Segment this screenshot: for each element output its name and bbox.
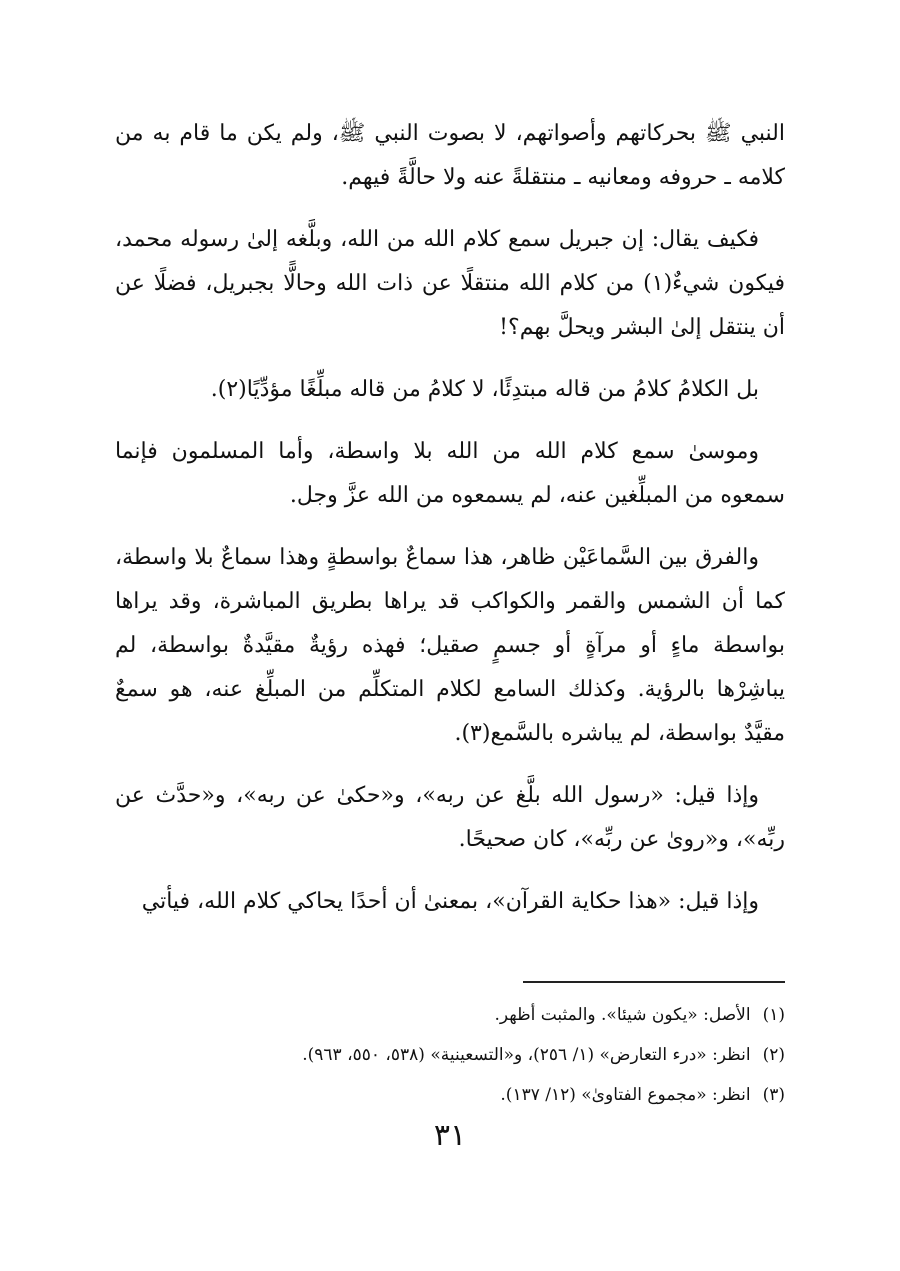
paragraph-4: وموسىٰ سمع كلام الله من الله بلا واسطة، وأما المسلمون فإنما سمعوه من المبلِّغين عنه، لم يسمعوه من الله عزَّ وجل. <box>115 439 785 508</box>
footnotes <box>115 995 785 1115</box>
paragraph-7: وإذا قيل: «هذا حكاية القرآن»، بمعنىٰ أن أحدًا يحاكي كلام الله، فيأتي <box>141 889 759 914</box>
page-number: ٣١ <box>433 1118 467 1153</box>
footnote-divider <box>523 981 785 983</box>
footnote-number: (٢) <box>762 1045 785 1065</box>
paragraph-3: بل الكلامُ كلامُ من قاله مبتدِئًا، لا كلامُ من قاله مبلِّغًا مؤدِّيًا(٢). <box>210 377 759 402</box>
footnote-1 <box>115 995 785 1035</box>
footnote-number: (١) <box>762 1005 785 1025</box>
paragraph-5: والفرق بين السَّماعَيْن ظاهر، هذا سماعٌ بواسطةٍ وهذا سماعٌ بلا واسطة، كما أن الشمس والقمر والكواكب قد يراها بطريق المباشرة، وقد يراها بواسطة ماءٍ أو مرآةٍ أو جسمٍ صقيل؛ فهذه رؤيةٌ مقيَّدةٌ بواسطة، لم يباشِرْها بالرؤية. وكذلك السامع لكلام المتكلِّم من المبلِّغ عنه، هو سمعٌ مقيَّدٌ بواسطة، لم يباشره بالسَّمع(٣). <box>115 545 785 746</box>
footnote-number: (٣) <box>762 1085 785 1105</box>
paragraph-6: وإذا قيل: «رسول الله بلَّغ عن ربه»، و«حكىٰ عن ربه»، و«حدَّث عن ربِّه»، و«روىٰ عن ربِّه»، كان صحيحًا. <box>115 783 785 852</box>
footnote-text: انظر: «مجموع الفتاوىٰ» (١٢/ ١٣٧). <box>500 1085 751 1105</box>
footnote-text: الأصل: «يكون شيئا». والمثبت أظهر. <box>494 1005 751 1025</box>
main-text <box>115 112 785 942</box>
paragraph-1: النبي ﷺ بحركاتهم وأصواتهم، لا بصوت النبي ﷺ، ولم يكن ما قام به من كلامه ـ حروفه ومعانيه ـ منتقلةً عنه ولا حالَّةً فيهم. <box>115 121 785 190</box>
paragraph-2: فكيف يقال: إن جبريل سمع كلام الله من الله، وبلَّغه إلىٰ رسوله محمد، فيكون شيءٌ(١) من كلام الله منتقلًا عن ذات الله وحالًّا بجبريل، فضلًا عن أن ينتقل إلىٰ البشر ويحلَّ بهم؟! <box>115 227 785 340</box>
footnote-2 <box>115 1035 785 1075</box>
footnote-text: انظر: «درء التعارض» (١/ ٢٥٦)، و«التسعينية» (٥٣٨، ٥٥٠، ٩٦٣). <box>302 1045 751 1065</box>
footnote-3 <box>115 1075 785 1115</box>
